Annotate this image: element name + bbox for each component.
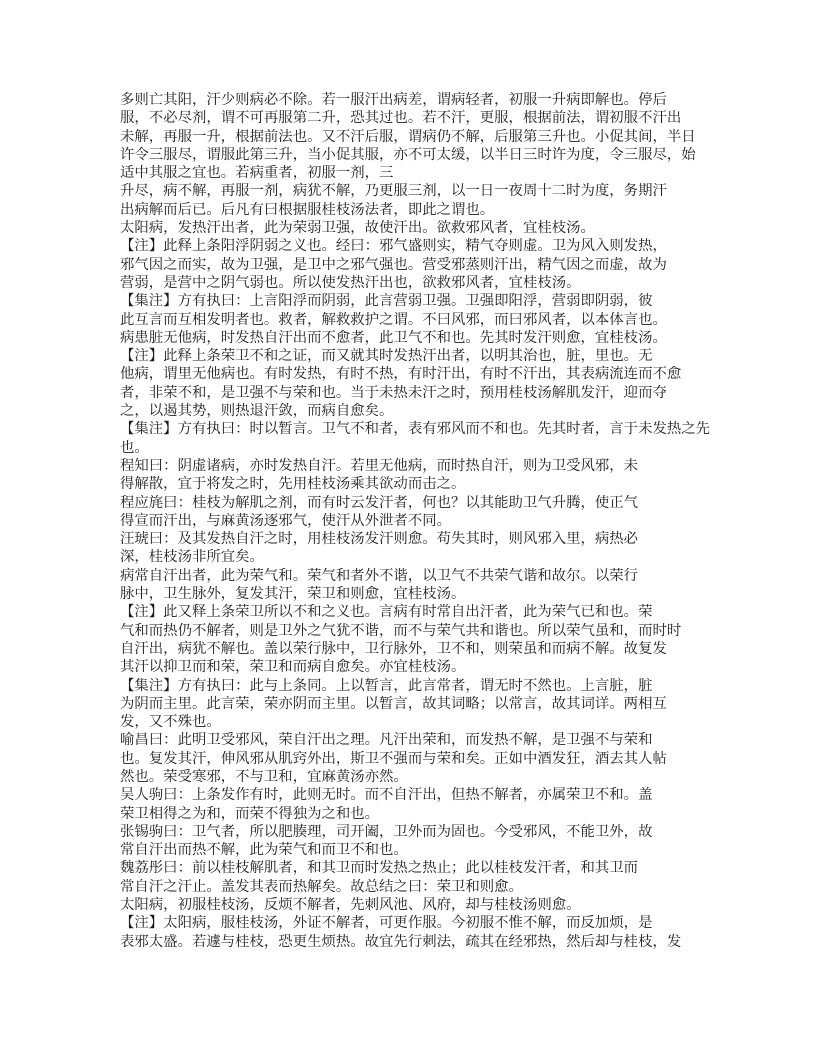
text-line: 【注】此又释上条荣卫所以不和之义也。言病有时常自出汗者，此为荣气已和也。荣 [120, 604, 653, 621]
text-line: 深，桂枝汤非所宜矣。 [120, 549, 264, 566]
text-line: 喻昌曰：此明卫受邪风，荣自汗出之理。凡汗出荣和，而发热不解，是卫强不与荣和 [120, 732, 653, 749]
text-line: 【集注】方有执曰：上言阳浮而阴弱，此言营弱卫强。卫强即阳浮，营弱即阴弱，彼 [120, 293, 653, 310]
text-line: 发，又不殊也。 [120, 714, 221, 731]
text-line: 出病解而后已。后凡有曰根据服桂枝汤法者，即此之谓也。 [120, 201, 495, 218]
text-line: 之，以遏其势，则热退汗敛，而病自愈矣。 [120, 403, 394, 420]
text-line: 太阳病，初服桂枝汤，反烦不解者，先刺风池、风府，却与桂枝汤则愈。 [120, 897, 581, 914]
text-line: 魏荔彤曰：前以桂枝解肌者，和其卫而时发热之热止；此以桂枝发汗者，和其卫而 [120, 860, 639, 877]
text-line: 此互言而互相发明者也。救者，解救救护之谓。不曰风邪，而曰邪风者，以本体言也。 [120, 311, 667, 328]
text-line: 病常自汗出者，此为荣气和。荣气和者外不谐，以卫气不共荣气谐和故尔。以荣行 [120, 567, 639, 584]
text-line: 升尽，病不解，再服一剂，病犹不解，乃更服三剂，以一日一夜周十二时为度，务期汗 [120, 183, 667, 200]
text-line: 营弱，是营中之阴气弱也。所以使发热汗出也，欲救邪风者，宜桂枝汤。 [120, 274, 581, 291]
text-line: 自汗出，病犹不解也。盖以荣行脉中，卫行脉外，卫不和，则荣虽和而病不解。故复发 [120, 640, 667, 657]
text-line: 其汗以抑卫而和荣，荣卫和而病自愈矣。亦宜桂枝汤。 [120, 659, 466, 676]
text-line: 【集注】方有执曰：此与上条同。上以暂言，此言常者，谓无时不然也。上言脏，脏 [120, 677, 653, 694]
text-line: 程知曰：阴虚诸病，亦时发热自汗。若里无他病，而时热自汗，则为卫受风邪，未 [120, 457, 639, 474]
text-line: 脉中，卫生脉外，复发其汗，荣卫和则愈，宜桂枝汤。 [120, 586, 466, 603]
text-line: 张锡驹曰：卫气者，所以肥腠理，司开阖，卫外而为固也。今受邪风，不能卫外，故 [120, 823, 653, 840]
text-line: 汪琥曰：及其发热自汗之时，用桂枝汤发汗则愈。苟失其时，则风邪入里，病热必 [120, 531, 639, 548]
text-line: 得宣而汗出，与麻黄汤逐邪气，使汗从外泄者不同。 [120, 512, 451, 529]
text-line: 适中其服之宜也。若病重者，初服一剂，三 [120, 165, 394, 182]
text-line: 他病，谓里无他病也。有时发热，有时不热，有时汗出，有时不汗出，其表病流连而不愈 [120, 366, 682, 383]
text-line: 邪气因之而实，故为卫强，是卫中之邪气强也。营受邪蒸则汗出，精气因之而虚，故为 [120, 256, 667, 273]
text-line: 许令三服尽，谓服此第三升，当小促其服，亦不可太缓，以半日三时许为度，令三服尽，始 [120, 146, 696, 163]
text-line: 也。复发其汗，伸风邪从肌窍外出，斯卫不强而与荣和矣。正如中酒发狂，酒去其人帖 [120, 750, 667, 767]
text-line: 得解散，宜于将发之时，先用桂枝汤乘其欲动而击之。 [120, 476, 466, 493]
text-line: 太阳病，发热汗出者，此为荣弱卫强，故使汗出。欲救邪风者，宜桂枝汤。 [120, 220, 595, 237]
text-line: 者，非荣不和，是卫强不与荣和也。当于未热未汗之时，预用桂枝汤解肌发汗，迎而夺 [120, 384, 667, 401]
text-line: 表邪太盛。若遽与桂枝，恐更生烦热。故宜先行刺法，疏其在经邪热，然后却与桂枝，发 [120, 933, 682, 950]
text-line: 【集注】方有执曰：时以暂言。卫气不和者，表有邪风而不和也。先其时者，言于未发热之先 [120, 421, 711, 438]
text-line: 病患脏无他病，时发热自汗出而不愈者，此卫气不和也。先其时发汗则愈，宜桂枝汤。 [120, 329, 667, 346]
text-line: 【注】此释上条阳浮阴弱之义也。经曰：邪气盛则实，精气夺则虚。卫为风入则发热， [120, 238, 667, 255]
text-line: 未解，再服一升，根据前法也。又不汗后服，谓病仍不解，后服第三升也。小促其间，半日 [120, 128, 696, 145]
text-line: 【注】太阳病，服桂枝汤，外证不解者，可更作服。今初服不惟不解，而反加烦，是 [120, 915, 653, 932]
text-block [120, 91, 712, 951]
text-line: 服，不必尽剂，谓不可再服第二升，恐其过也。若不汗，更服，根据前法，谓初服不汗出 [120, 110, 682, 127]
text-line: 然也。荣受寒邪，不与卫和，宜麻黄汤亦然。 [120, 768, 408, 785]
text-line: 吴人驹曰：上条发作有时，此则无时。而不自汗出，但热不解者，亦属荣卫不和。盖 [120, 787, 653, 804]
text-line: 常自汗出而热不解，此为荣气和而卫不和也。 [120, 842, 408, 859]
text-line: 多则亡其阳，汗少则病必不除。若一服汗出病差，谓病轻者，初服一升病即解也。停后 [120, 92, 667, 108]
text-line: 程应旄曰：桂枝为解肌之剂，而有时云发汗者，何也？以其能助卫气升腾，使正气 [120, 494, 639, 511]
text-line: 也。 [120, 439, 149, 456]
text-line: 气和而热仍不解者，则是卫外之气犹不谐，而不与荣气共和谐也。所以荣气虽和，而时时 [120, 622, 682, 639]
text-line: 【注】此释上条荣卫不和之证，而又就其时发热汗出者，以明其治也，脏，里也。无 [120, 348, 653, 365]
text-line: 荣卫相得之为和，而荣不得独为之和也。 [120, 805, 380, 822]
text-line: 常自汗之汗止。盖发其表而热解矣。故总结之曰：荣卫和则愈。 [120, 878, 523, 895]
text-line: 为阴而主里。此言荣，荣亦阴而主里。以暂言，故其词略；以常言，故其词详。两相互 [120, 695, 667, 712]
